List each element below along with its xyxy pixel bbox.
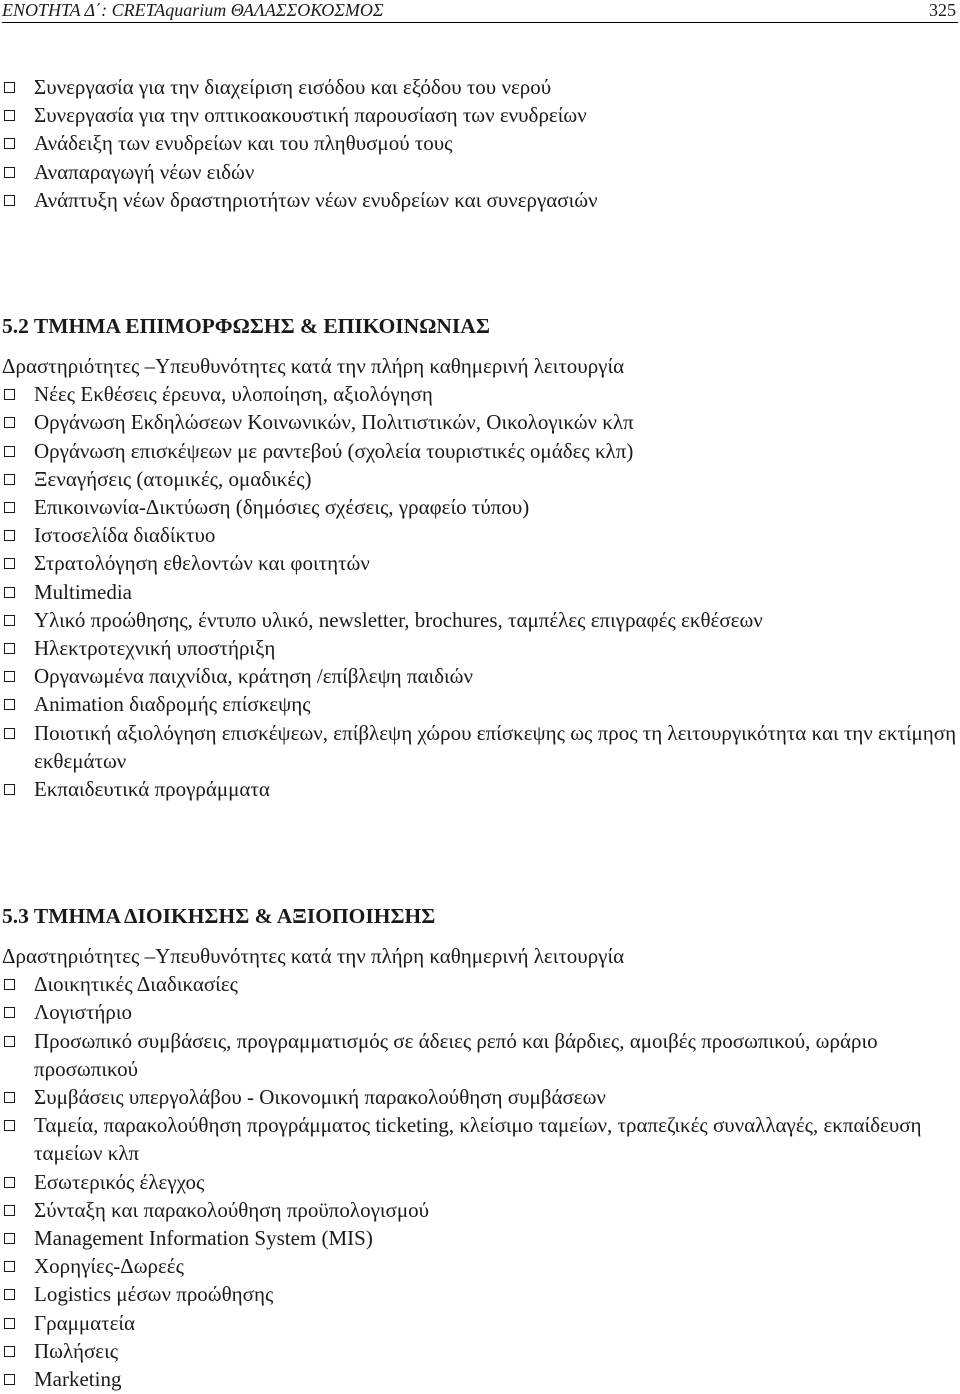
checkbox-bullet-icon xyxy=(4,138,15,149)
checkbox-bullet-icon xyxy=(4,530,15,541)
checkbox-bullet-icon xyxy=(4,643,15,654)
checkbox-bullet-icon xyxy=(4,167,15,178)
checkbox-bullet-icon xyxy=(4,671,15,682)
section-subheading: Δραστηριότητες –Υπευθυνότητες κατά την πλήρη καθημερινή λειτουργία xyxy=(2,944,625,968)
list-item: Οργάνωση επισκέψεων με ραντεβού (σχολεία τουριστικές ομάδες κλπ) xyxy=(2,437,958,465)
list-item: Συνεργασία για την διαχείριση εισόδου και εξόδου του νερού xyxy=(2,73,958,101)
top-bullet-list xyxy=(2,73,958,214)
page-number: 325 xyxy=(929,0,956,20)
checkbox-bullet-icon xyxy=(4,1261,15,1272)
section-subheading: Δραστηριότητες –Υπευθυνότητες κατά την πλήρη καθημερινή λειτουργία xyxy=(2,354,625,378)
checkbox-bullet-icon xyxy=(4,417,15,428)
list-item: Στρατολόγηση εθελοντών και φοιτητών xyxy=(2,549,958,577)
checkbox-bullet-icon xyxy=(4,474,15,485)
list-item: Animation διαδρομής επίσκεψης xyxy=(2,690,958,718)
list-item: Συνεργασία για την οπτικοακουστική παρουσίαση των ενυδρείων xyxy=(2,101,958,129)
checkbox-bullet-icon xyxy=(4,389,15,400)
checkbox-bullet-icon xyxy=(4,1318,15,1329)
list-item: Ξεναγήσεις (ατομικές, ομαδικές) xyxy=(2,465,958,493)
checkbox-bullet-icon xyxy=(4,615,15,626)
list-item: Υλικό προώθησης, έντυπο υλικό, newsletter, brochures, ταμπέλες επιγραφές εκθέσεων xyxy=(2,606,958,634)
list-item: Ιστοσελίδα διαδίκτυο xyxy=(2,521,958,549)
list-item: Λογιστήριο xyxy=(2,998,958,1026)
list-item: Προσωπικό συμβάσεις, προγραμματισμός σε άδειες ρεπό και βάρδιες, αμοιβές προσωπικού, ωράριο προσωπικού xyxy=(2,1027,958,1083)
checkbox-bullet-icon xyxy=(4,446,15,457)
section-5-3 xyxy=(2,902,958,1393)
checkbox-bullet-icon xyxy=(4,1007,15,1018)
list-item: Ηλεκτροτεχνική υποστήριξη xyxy=(2,634,958,662)
list-item: Επικοινωνία-Δικτύωση (δημόσιες σχέσεις, γραφείο τύπου) xyxy=(2,493,958,521)
checkbox-bullet-icon xyxy=(4,110,15,121)
list-item: Γραμματεία xyxy=(2,1309,958,1337)
checkbox-bullet-icon xyxy=(4,1289,15,1300)
running-header xyxy=(2,0,958,23)
list-item: Σύνταξη και παρακολούθηση προϋπολογισμού xyxy=(2,1196,958,1224)
checkbox-bullet-icon xyxy=(4,1205,15,1216)
checkbox-bullet-icon xyxy=(4,1374,15,1385)
checkbox-bullet-icon xyxy=(4,784,15,795)
checkbox-bullet-icon xyxy=(4,979,15,990)
list-item: Ποιοτική αξιολόγηση επισκέψεων, επίβλεψη χώρου επίσκεψης ως προς τη λειτουργικότητα και την εκτίμηση εκθεμάτων xyxy=(2,719,958,775)
checkbox-bullet-icon xyxy=(4,82,15,93)
checkbox-bullet-icon xyxy=(4,558,15,569)
list-item: Εσωτερικός έλεγχος xyxy=(2,1168,958,1196)
checkbox-bullet-icon xyxy=(4,1177,15,1188)
checkbox-bullet-icon xyxy=(4,502,15,513)
checkbox-bullet-icon xyxy=(4,728,15,739)
checkbox-bullet-icon xyxy=(4,1036,15,1047)
checkbox-bullet-icon xyxy=(4,1233,15,1244)
list-item: Οργανωμένα παιχνίδια, κράτηση /επίβλεψη παιδιών xyxy=(2,662,958,690)
list-item: Αναπαραγωγή νέων ειδών xyxy=(2,158,958,186)
list-item: Εκπαιδευτικά προγράμματα xyxy=(2,775,958,803)
list-item: Ταμεία, παρακολούθηση προγράμματος ticketing, κλείσιμο ταμείων, τραπεζικές συναλλαγές, εκπαίδευση ταμείων κλπ xyxy=(2,1111,958,1167)
section-5-2 xyxy=(2,312,958,803)
list-item: Πωλήσεις xyxy=(2,1337,958,1365)
checkbox-bullet-icon xyxy=(4,587,15,598)
section-heading: 5.2 ΤΜΗΜΑ ΕΠΙΜΟΡΦΩΣΗΣ & ΕΠΙΚΟΙΝΩΝΙΑΣ xyxy=(2,314,490,338)
checkbox-bullet-icon xyxy=(4,195,15,206)
checkbox-bullet-icon xyxy=(4,1120,15,1131)
list-item: Οργάνωση Εκδηλώσεων Κοινωνικών, Πολιτιστικών, Οικολογικών κλπ xyxy=(2,408,958,436)
list-item: Ανάδειξη των ενυδρείων και του πληθυσμού τους xyxy=(2,129,958,157)
list-item: Multimedia xyxy=(2,578,958,606)
list-item: Marketing xyxy=(2,1365,958,1393)
list-item: Συμβάσεις υπεργολάβου - Οικονομική παρακολούθηση συμβάσεων xyxy=(2,1083,958,1111)
checkbox-bullet-icon xyxy=(4,1346,15,1357)
list-item: Management Information System (MIS) xyxy=(2,1224,958,1252)
list-item: Logistics μέσων προώθησης xyxy=(2,1280,958,1308)
list-item: Ανάπτυξη νέων δραστηριοτήτων νέων ενυδρείων και συνεργασιών xyxy=(2,186,958,214)
list-item: Διοικητικές Διαδικασίες xyxy=(2,970,958,998)
checkbox-bullet-icon xyxy=(4,699,15,710)
header-title: ΕΝΟΤΗΤΑ Δ΄: CRETAquarium ΘΑΛΑΣΣΟΚΟΣΜΟΣ xyxy=(2,0,384,20)
checkbox-bullet-icon xyxy=(4,1092,15,1103)
list-item: Νέες Εκθέσεις έρευνα, υλοποίηση, αξιολόγηση xyxy=(2,380,958,408)
list-item: Χορηγίες-Δωρεές xyxy=(2,1252,958,1280)
section-heading: 5.3 ΤΜΗΜΑ ΔΙΟΙΚΗΣΗΣ & ΑΞΙΟΠΟΙΗΣΗΣ xyxy=(2,904,436,928)
